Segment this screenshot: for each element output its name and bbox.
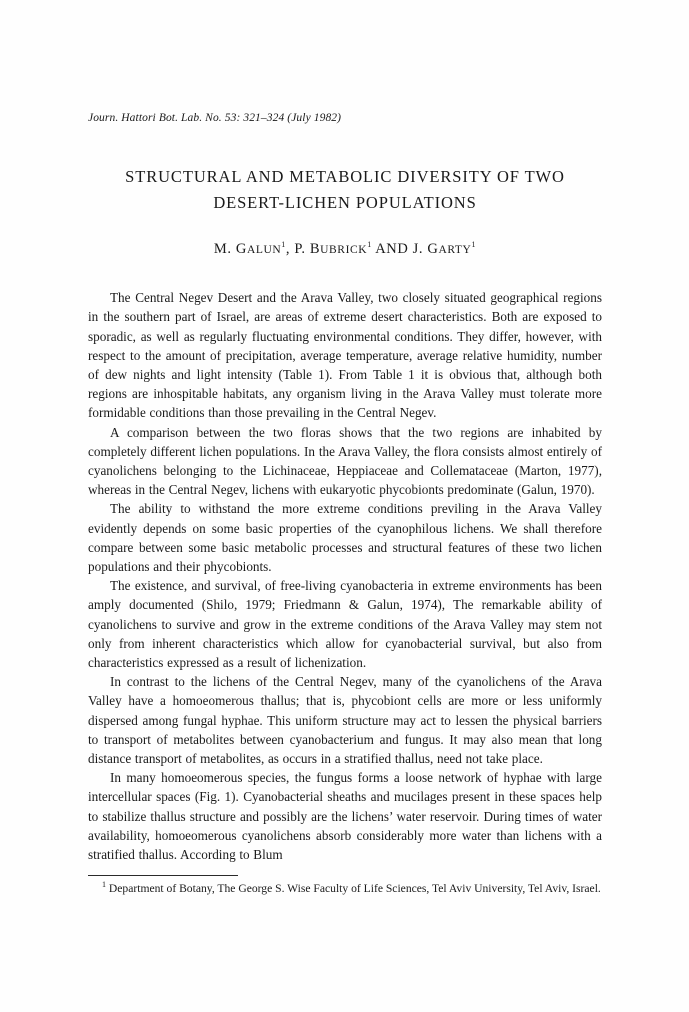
footnote-section [88,875,602,897]
journal-citation: Journ. Hattori Bot. Lab. No. 53: 321–324 (July 1982) [88,112,342,124]
footnote-divider [88,875,238,876]
author-1-initial: M. G [213,241,247,258]
author-2-name: UBRICK [320,244,368,257]
title-line-1: STRUCTURAL AND METABOLIC DIVERSITY OF TWO [125,167,565,186]
page-content [88,112,602,898]
author-3-name: ARTY [438,244,472,257]
paragraph: The Central Negev Desert and the Arava Valley, two closely situated geographical regions in the southern part of Israel, are areas of extreme desert characteristics. Both are exposed to sporadic, as well as regularly fluctuating environmental conditions. They differ, however, with respect to the amount of precipitation, average temperature, average relative humidity, number of dew nights and light intensity (Table 1). From Table 1 it is obvious that, although both regions are inhospitable habitats, any organism living in the Arava Valley must tolerate more formidable conditions than those prevailing in the Central Negev. [88,290,602,421]
author-separator-2: AND J. G [371,241,439,258]
author-separator-1: , P. B [285,241,321,258]
author-1-footnote-marker: 1 [281,240,286,250]
footnote [88,881,602,897]
footnote-text: Department of Botany, The George S. Wise Faculty of Life Sciences, Tel Aviv University, Tel Aviv, Israel. [106,882,601,896]
paragraph: A comparison between the two floras shows that the two regions are inhabited by completely different lichen populations. In the Arava Valley, the flora consists almost entirely of cyanolichens belonging to the Lichinaceae, Heppiaceae and Collemataceae (Marton, 1977), whereas in the Central Negev, lichens with eukaryotic phycobionts predominate (Galun, 1970). [88,424,602,498]
paragraph: In many homoeomerous species, the fungus forms a loose network of hyphae with large intercellular spaces (Fig. 1). Cyanobacterial sheaths and mucilages present in these spaces help to stabilize thallus structure and possibly are the lichens’ water reservoir. During times of water availability, homoeomerous cyanolichens absorb considerably more water than lichens with a stratified thallus. According to Blum [88,770,602,863]
footnote-marker: 1 [102,880,106,890]
author-3-footnote-marker: 1 [471,240,477,250]
body-text [88,288,602,864]
author-1-name: ALUN [246,244,282,257]
paragraph: The existence, and survival, of free-living cyanobacteria in extreme environments has been amply documented (Shilo, 1979; Friedmann & Galun, 1974), The remarkable ability of cyanolichens to survive and grow in the extreme conditions of the Arava Valley may stem not only from inherent characteristics which allow for cyanobacterial survival, but also from characteristics expressed as a result of lichenization. [88,578,602,670]
page-title [106,164,584,215]
author-list [88,241,602,258]
title-line-2: DESERT-LICHEN POPULATIONS [213,192,477,212]
paragraph: The ability to withstand the more extreme conditions previling in the Arava Valley evidently depends on some basic properties of the cyanophilous lichens. We shall therefore compare between some basic metabolic processes and structural features of these two lichen populations and their phycobionts. [88,501,602,574]
author-2-footnote-marker: 1 [367,240,372,250]
paragraph: In contrast to the lichens of the Central Negev, many of the cyanolichens of the Arava Valley have a homoeomerous thallus; that is, phycobiont cells are more or less uniformly dispersed among fungal hyphae. This uniform structure may act to lessen the physical barriers to transport of metabolites between cyanobacterium and fungus. It may also mean that long distance transport of metabolites, as occurs in a stratified thallus, need not take place. [88,674,602,766]
